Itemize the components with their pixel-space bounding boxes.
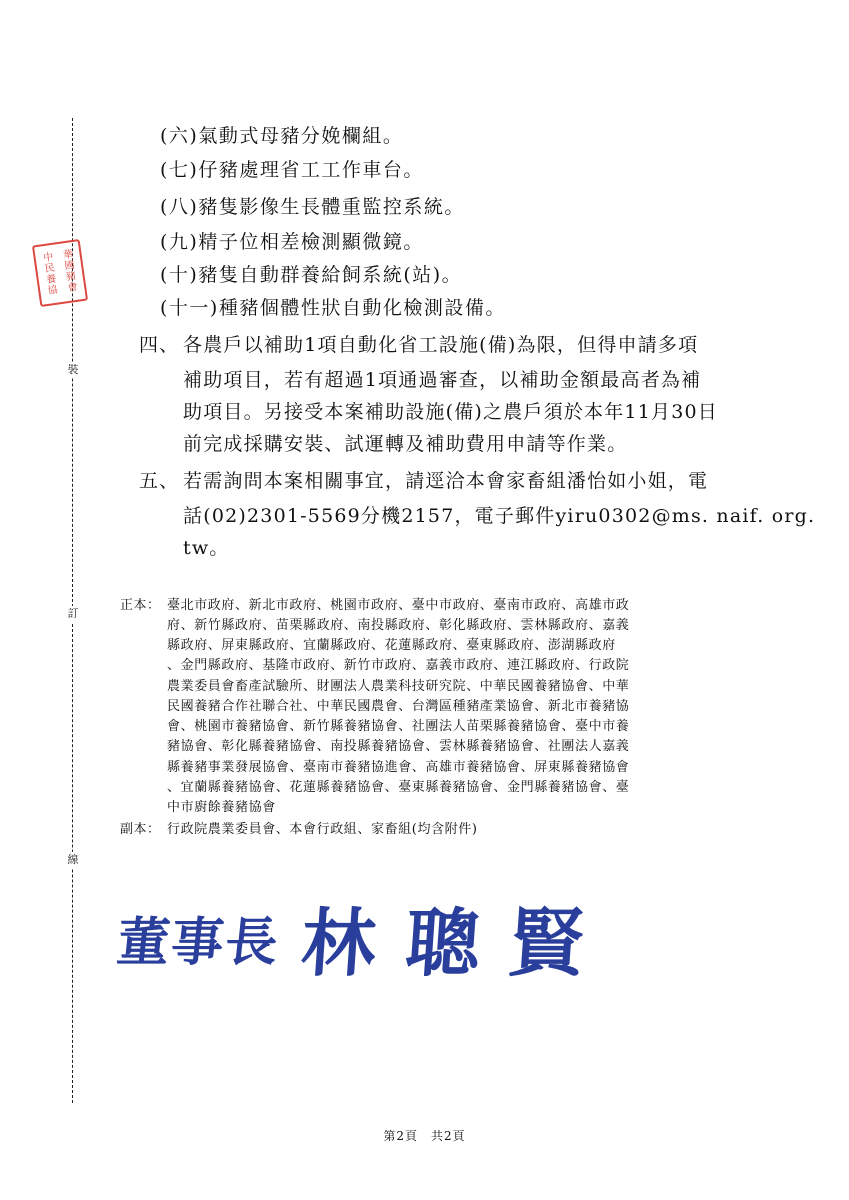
section-number: 四、 [139,334,180,356]
chairman-signature [114,890,617,987]
distribution-line: 縣養豬事業發展協會、臺南市養豬協進會、高雄市養豬協會、屏東縣養豬協會 [167,760,630,775]
stamp-char: 豬 [65,270,76,284]
distribution-line: 豬協會、彰化縣養豬協會、南投縣養豬協會、雲林縣養豬協會、社團法人嘉義 [167,739,630,754]
binding-char: 線 [64,852,82,868]
stamp-char: 中 [42,251,54,265]
signature-title: 董事長 [114,912,283,973]
copy-recipients: 行政院農業委員會、本會行政組、家畜組(均含附件) [167,822,478,837]
distribution-line: 府、新竹縣政府、苗栗縣政府、南投縣政府、彰化縣政府、雲林縣政府、嘉義 [167,618,630,633]
paragraph-line: 各農戶以補助1項自動化省工設施(備)為限，但得申請多項 [183,334,699,356]
distribution-line: 臺北市政府、新北市政府、桃園市政府、臺中市政府、臺南市政府、高雄市政 [167,598,630,613]
stamp-char: 協 [47,284,58,297]
paragraph-line: 助項目。另接受本案補助設施(備)之農戶須於本年11月30日 [183,401,718,423]
paragraph-line: 話(02)2301-5569分機2157，電子郵件yiru0302@ms. naif. org. [183,505,816,527]
copy-label: 副本： [120,822,161,837]
seal-stamp [32,239,88,307]
distribution-line: 民國養豬合作社聯合社、中華民國農會、台灣區種豬產業協會、新北市養豬協 [167,699,630,714]
distribution-line: 會、桃園市養豬協會、新竹縣養豬協會、社團法人苗栗縣養豬協會、臺中市養 [167,719,630,734]
list-item: (七)仔豬處理省工工作車台。 [160,159,424,181]
distribution-line: 、金門縣政府、基隆市政府、新竹市政府、嘉義市政府、連江縣政府、行政院 [167,658,630,673]
paragraph-line: 補助項目，若有超過1項通過審查，以補助金額最高者為補 [183,369,702,391]
page-number: 第2頁 共2頁 [383,1129,466,1143]
list-item: (十一)種豬個體性狀自動化檢測設備。 [160,297,506,319]
paragraph-line: tw。 [183,537,230,559]
distribution-label: 正本： [120,598,161,613]
stamp-char: 華 [62,249,73,262]
list-item: (六)氣動式母豬分娩欄組。 [160,125,404,147]
list-item: (十)豬隻自動群養給飼系統(站)。 [160,264,463,286]
list-item: (九)精子位相差檢測顯微鏡。 [160,231,424,253]
distribution-line: 、宜蘭縣養豬協會、花蓮縣養豬協會、臺東縣養豬協會、金門縣養豬協會、臺 [167,780,630,795]
distribution-line: 中市廚餘養豬協會 [167,800,276,815]
distribution-line: 縣政府、屏東縣政府、宜蘭縣政府、花蓮縣政府、臺東縣政府、澎湖縣政府 [167,638,616,653]
stamp-char: 會 [66,281,78,295]
section-number: 五、 [139,470,180,492]
signature-name: 林聰賢 [298,900,617,987]
list-item: (八)豬隻影像生長體重監控系統。 [160,196,465,218]
binding-char: 訂 [64,606,82,622]
binding-char: 裝 [64,362,82,378]
stamp-char: 民 [44,262,55,276]
paragraph-line: 前完成採購安裝、試運轉及補助費用申請等作業。 [183,433,628,455]
paragraph-line: 若需詢問本案相關事宜，請逕洽本會家畜組潘怡如小姐，電 [183,470,709,492]
stamp-char: 養 [45,273,57,286]
distribution-line: 農業委員會畜產試驗所、財團法人農業科技研究院、中華民國養豬協會、中華 [167,679,630,694]
stamp-char: 國 [63,260,75,273]
